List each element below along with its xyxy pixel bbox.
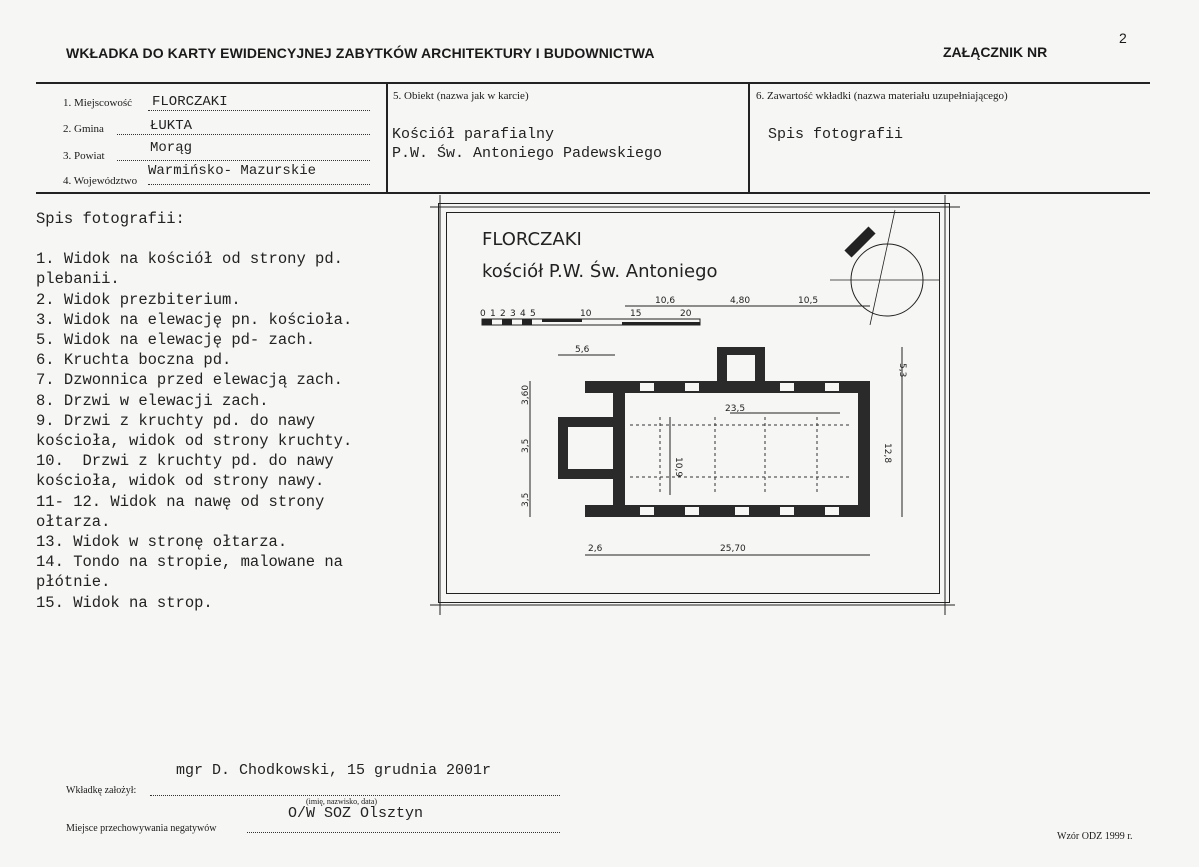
plan-title-1: FLORCZAKI	[482, 229, 582, 250]
contents-value: Spis fotografii	[768, 126, 904, 143]
table-top-border	[36, 82, 1150, 84]
wojewodztwo-value: Warmińsko- Mazurskie	[148, 163, 317, 179]
storage-value: O/W SOZ Olsztyn	[288, 805, 424, 822]
list-item: 1. Widok na kościół od strony pd. plebanii.	[36, 250, 353, 289]
compass-icon	[830, 210, 940, 325]
scale-label: 5	[530, 309, 536, 319]
form-title: WKŁADKA DO KARTY EWIDENCYJNEJ ZABYTKÓW ARCHITEKTURY I BUDOWNICTWA	[66, 45, 655, 61]
object-line1: Kościół parafialny	[392, 126, 555, 143]
list-item: 9. Drzwi z kruchty pd. do nawy kościoła, widok od strony kruchty.	[36, 411, 353, 451]
scale-label: 3	[510, 309, 516, 319]
scale-bar	[482, 319, 700, 325]
table-divider-2	[748, 82, 750, 193]
miejscowosc-dots	[148, 110, 370, 111]
form-code: Wzór ODZ 1999 r.	[1057, 831, 1133, 842]
list-item: 15. Widok na strop.	[36, 593, 213, 612]
gmina-label: 2. Gmina	[63, 123, 104, 135]
author-dots	[150, 795, 560, 796]
powiat-label: 3. Powiat	[63, 150, 105, 162]
list-item: 6. Kruchta boczna pd.	[36, 351, 232, 370]
object-line2: P.W. Św. Antoniego Padewskiego	[392, 145, 663, 162]
dim-label: 10,5	[798, 296, 819, 306]
miejscowosc-label: 1. Miejscowość	[63, 97, 133, 109]
author-hint: (imię, nazwisko, data)	[306, 797, 378, 806]
floor-plan-drawing	[430, 195, 960, 615]
plan-title-2: kościół P.W. Św. Antoniego	[482, 261, 718, 282]
scale-label: 20	[680, 309, 692, 319]
powiat-dots	[117, 160, 370, 161]
author-value: mgr D. Chodkowski, 15 grudnia 2001r	[176, 762, 492, 779]
list-item: 8. Drzwi w elewacji zach.	[36, 391, 269, 410]
scale-label: 15	[630, 309, 642, 319]
scale-label: 10	[580, 309, 592, 319]
dim-label: 3,60	[521, 384, 531, 405]
scale-label: 0	[480, 309, 486, 319]
dim-label: 3,5	[521, 438, 531, 453]
list-item: 14. Tondo na stropie, malowane na płótnie.	[36, 553, 353, 592]
interior-columns	[630, 417, 850, 495]
annex-label: ZAŁĄCZNIK NR	[943, 44, 1048, 60]
storage-label: Miejsce przechowywania negatywów	[66, 823, 217, 834]
table-divider-1	[386, 82, 388, 193]
dim-label: 25,70	[720, 544, 746, 554]
scale-label: 2	[500, 309, 506, 319]
list-item: 11- 12. Widok na nawę od strony ołtarza.	[36, 492, 334, 531]
list-item: 2. Widok prezbiterium.	[36, 290, 241, 309]
dim-label: 2,6	[588, 544, 603, 554]
dim-label: 5,3	[897, 363, 907, 378]
list-item: 13. Widok w stronę ołtarza.	[36, 533, 288, 552]
dim-label: 3,5	[521, 492, 531, 507]
wojewodztwo-dots	[148, 184, 370, 185]
storage-dots	[247, 832, 560, 833]
gmina-value: ŁUKTA	[150, 118, 193, 134]
list-item: 5. Widok na elewację pd- zach.	[36, 331, 316, 350]
dim-label: 12,8	[882, 443, 892, 464]
scale-label: 1	[490, 309, 496, 319]
dim-label: 5,6	[575, 345, 590, 355]
author-label: Wkładkę założył:	[66, 785, 137, 796]
table-bottom-border	[36, 192, 1150, 194]
contents-label: 6. Zawartość wkładki (nazwa materiału uzupełniającego)	[756, 90, 1008, 102]
wojewodztwo-label: 4. Województwo	[63, 175, 138, 187]
list-item: 10. Drzwi z kruchty pd. do nawy kościoła, widok od strony nawy.	[36, 452, 343, 491]
scale-label: 4	[520, 309, 526, 319]
page-number: 2	[1119, 30, 1127, 46]
church-walls	[558, 347, 870, 517]
object-label: 5. Obiekt (nazwa jak w karcie)	[393, 90, 529, 102]
gmina-dots	[117, 134, 370, 135]
dim-label: 23,5	[725, 404, 746, 414]
dim-label: 10,6	[655, 296, 676, 306]
miejscowosc-value: FLORCZAKI	[152, 94, 228, 110]
photo-list	[36, 209, 406, 613]
dimension-lines	[530, 306, 902, 555]
photo-list-title: Spis fotografii:	[36, 210, 185, 228]
powiat-value: Morąg	[150, 140, 193, 156]
dim-label: 10,9	[673, 457, 683, 478]
dim-label: 4,80	[730, 296, 751, 306]
list-item: 3. Widok na elewację pn. kościoła.	[36, 310, 353, 329]
list-item: 7. Dzwonnica przed elewacją zach.	[36, 371, 343, 390]
